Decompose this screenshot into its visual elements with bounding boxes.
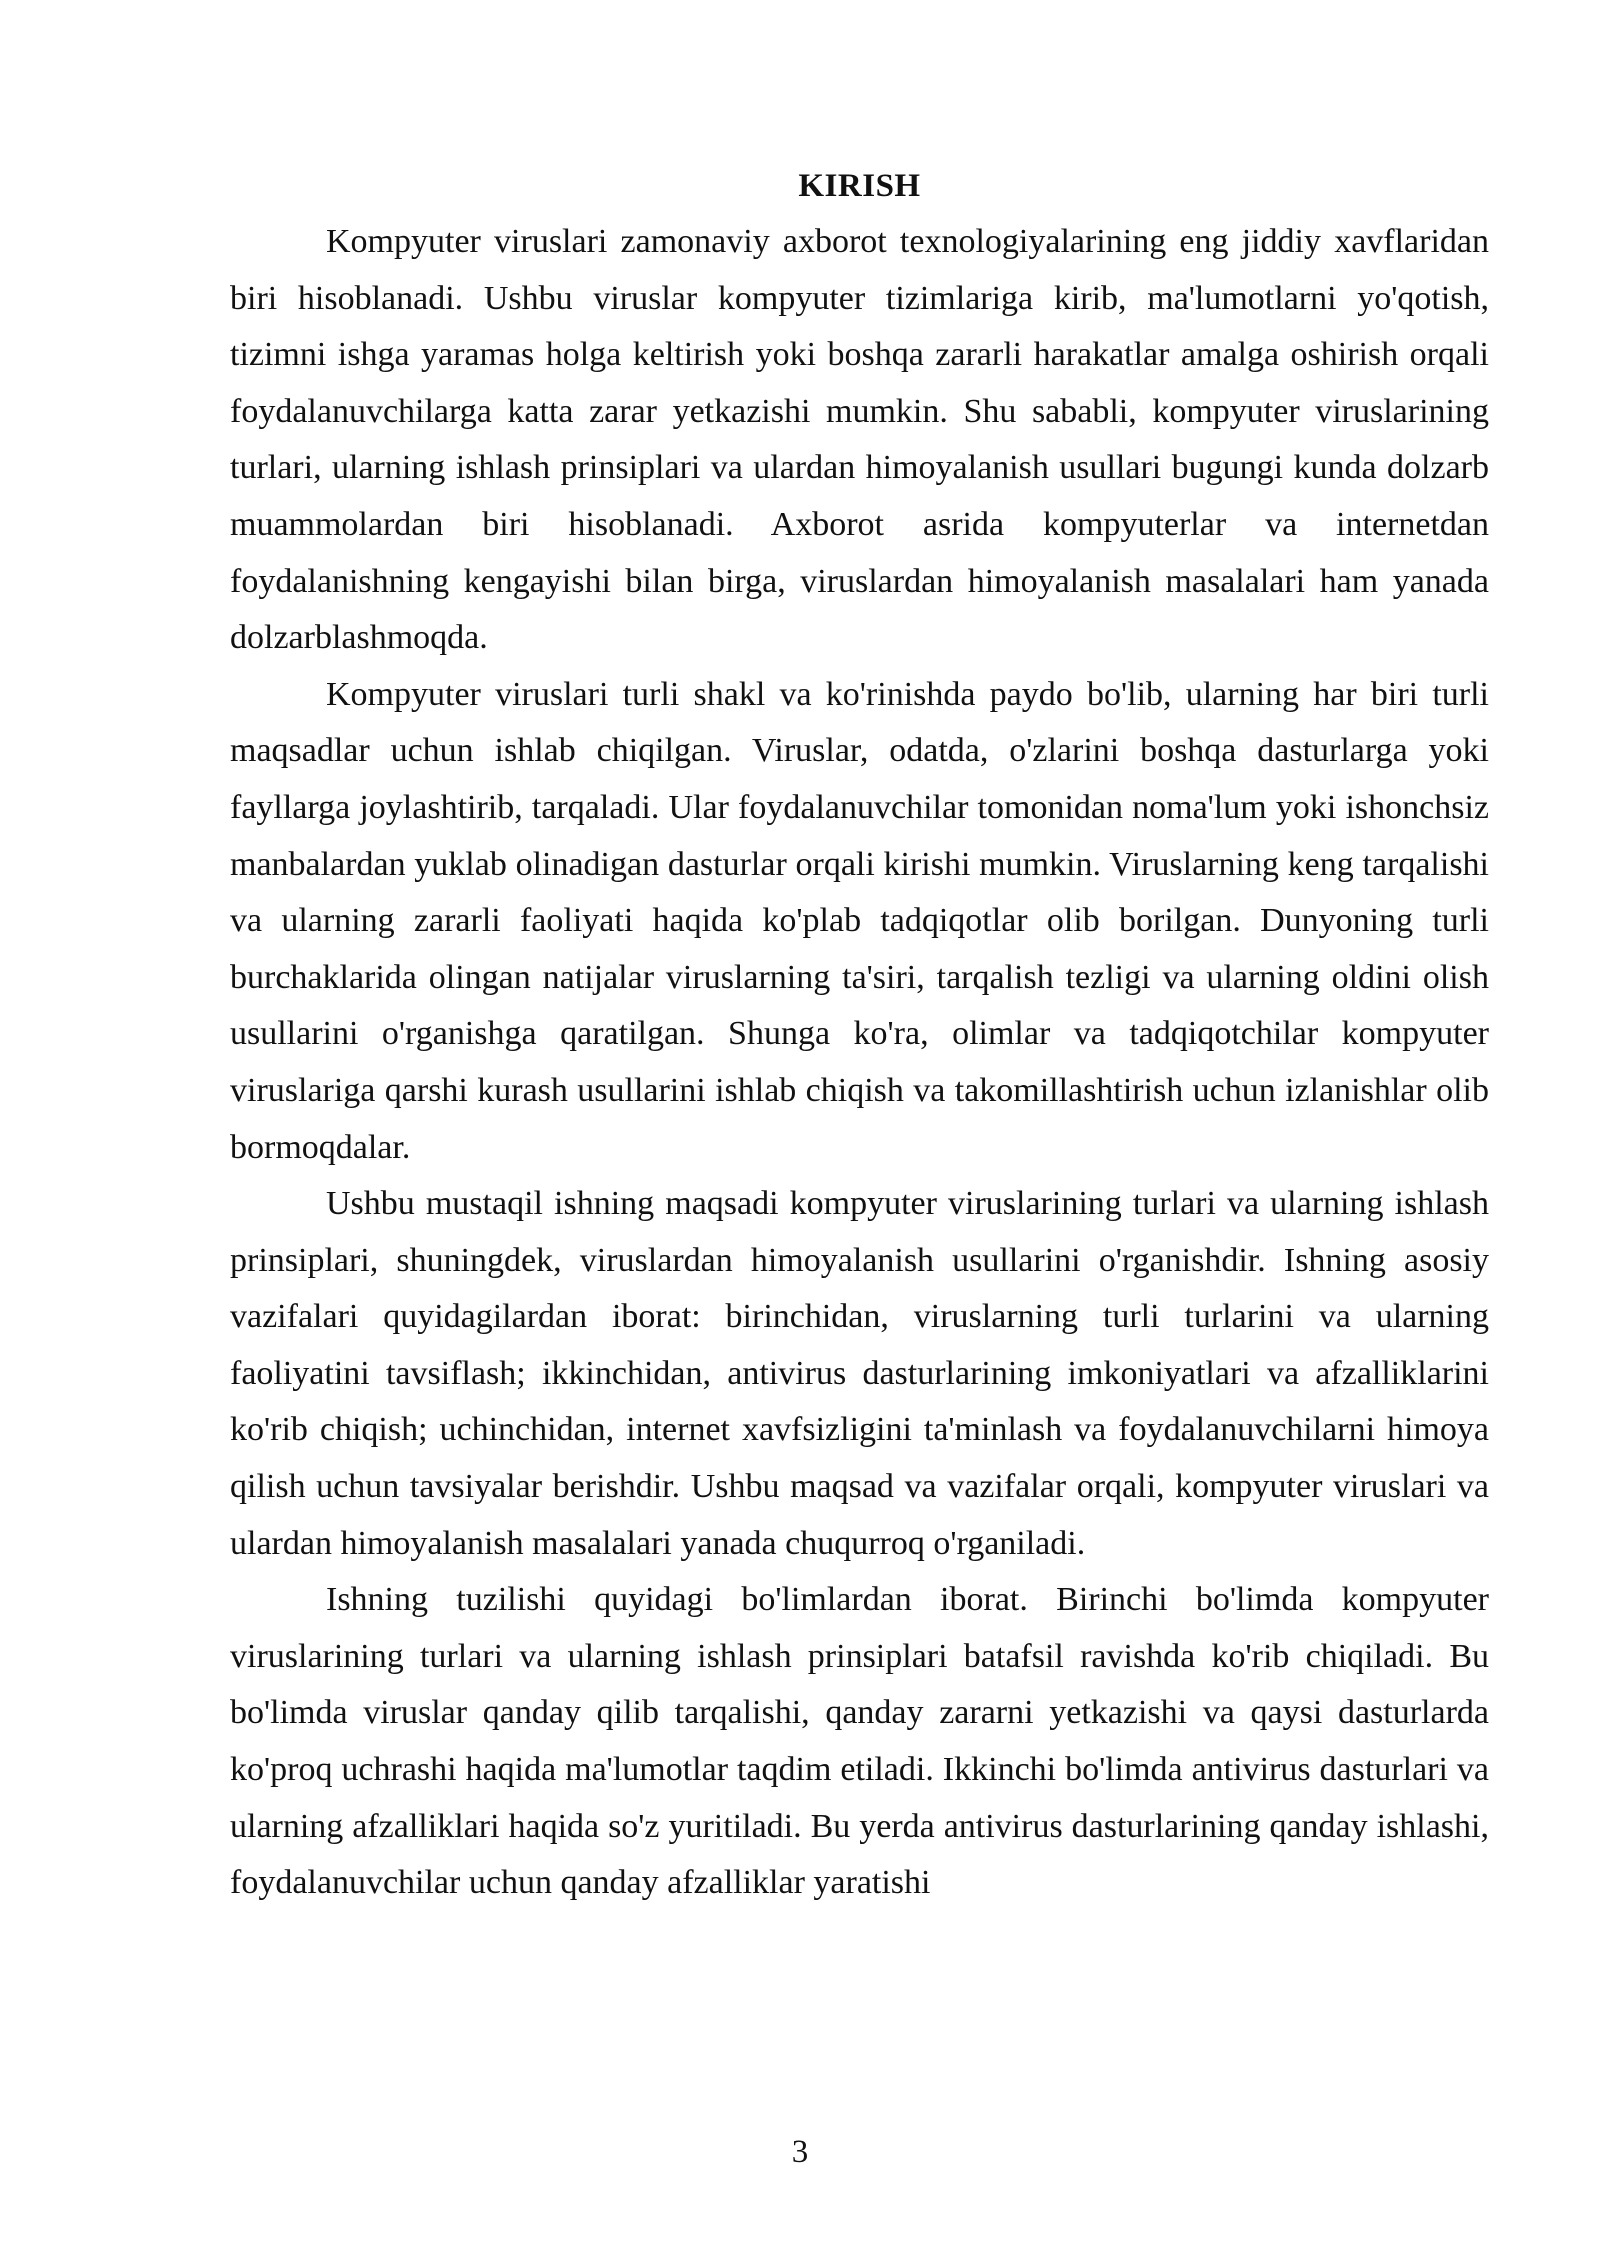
paragraph-4: Ishning tuzilishi quyidagi bo'limlardan iborat. Birinchi bo'limda kompyuter viruslarining turlari va ularning ishlash prinsiplari batafsil ravishda ko'rib chiqiladi. Bu bo'limda viruslar qanday qilib tarqalishi, qanday zararni yetkazishi va qaysi dasturlarda ko'proq uchrashi haqida ma'lumotlar taqdim etiladi. Ikkinchi bo'limda antivirus dasturlari va ularning afzalliklari haqida so'z yuritiladi. Bu yerda antivirus dasturlarining qanday ishlashi, foydalanuvchilar uchun qanday afzalliklar yaratishi: [230, 1581, 1489, 1902]
section-heading: KIRISH: [798, 168, 921, 204]
paragraph-1: Kompyuter viruslari zamonaviy axborot texnologiyalarining eng jiddiy xavflaridan biri hisoblanadi. Ushbu viruslar kompyuter tizimlariga kirib, ma'lumotlarni yo'qotish, tizimni ishga yaramas holga keltirish yoki boshqa zararli harakatlar amalga oshirish orqali foydalanuvchilarga katta zarar yetkazishi mumkin. Shu sababli, kompyuter viruslarining turlari, ularning ishlash prinsiplari va ulardan himoyalanish usullari bugungi kunda dolzarb muammolardan biri hisoblanadi. Axborot asrida kompyuterlar va internetdan foydalanishning kengayishi bilan birga, viruslardan himoyalanish masalalari ham yanada dolzarblashmoqda.: [230, 223, 1489, 657]
page-content: [230, 162, 1489, 1912]
paragraph-2: Kompyuter viruslari turli shakl va ko'rinishda paydo bo'lib, ularning har biri turli maqsadlar uchun ishlab chiqilgan. Viruslar, odatda, o'zlarini boshqa dasturlarga yoki fayllarga joylashtirib, tarqaladi. Ular foydalanuvchilar tomonidan noma'lum yoki ishonchsiz manbalardan yuklab olinadigan dasturlar orqali kirishi mumkin. Viruslarning keng tarqalishi va ularning zararli faoliyati haqida ko'plab tadqiqotlar olib borilgan. Dunyoning turli burchaklarida olingan natijalar viruslarning ta'siri, tarqalish tezligi va ularning oldini olish usullarini o'rganishga qaratilgan. Shunga ko'ra, olimlar va tadqiqotchilar kompyuter viruslariga qarshi kurash usullarini ishlab chiqish va takomillashtirish uchun izlanishlar olib bormoqdalar.: [230, 675, 1489, 1166]
paragraph-3: Ushbu mustaqil ishning maqsadi kompyuter viruslarining turlari va ularning ishlash prinsiplari, shuningdek, viruslardan himoyalanish usullarini o'rganishdir. Ishning asosiy vazifalari quyidagilardan iborat: birinchidan, viruslarning turli turlarini va ularning faoliyatini tavsiflash; ikkinchidan, antivirus dasturlarining imkoniyatlari va afzalliklarini ko'rib chiqish; uchinchidan, internet xavfsizligini ta'minlash va foydalanuvchilarni himoya qilish uchun tavsiyalar berishdir. Ushbu maqsad va vazifalar orqali, kompyuter viruslari va ulardan himoyalanish masalalari yanada chuqurroq o'rganiladi.: [230, 1185, 1489, 1562]
page-number: 3: [791, 2134, 809, 2170]
